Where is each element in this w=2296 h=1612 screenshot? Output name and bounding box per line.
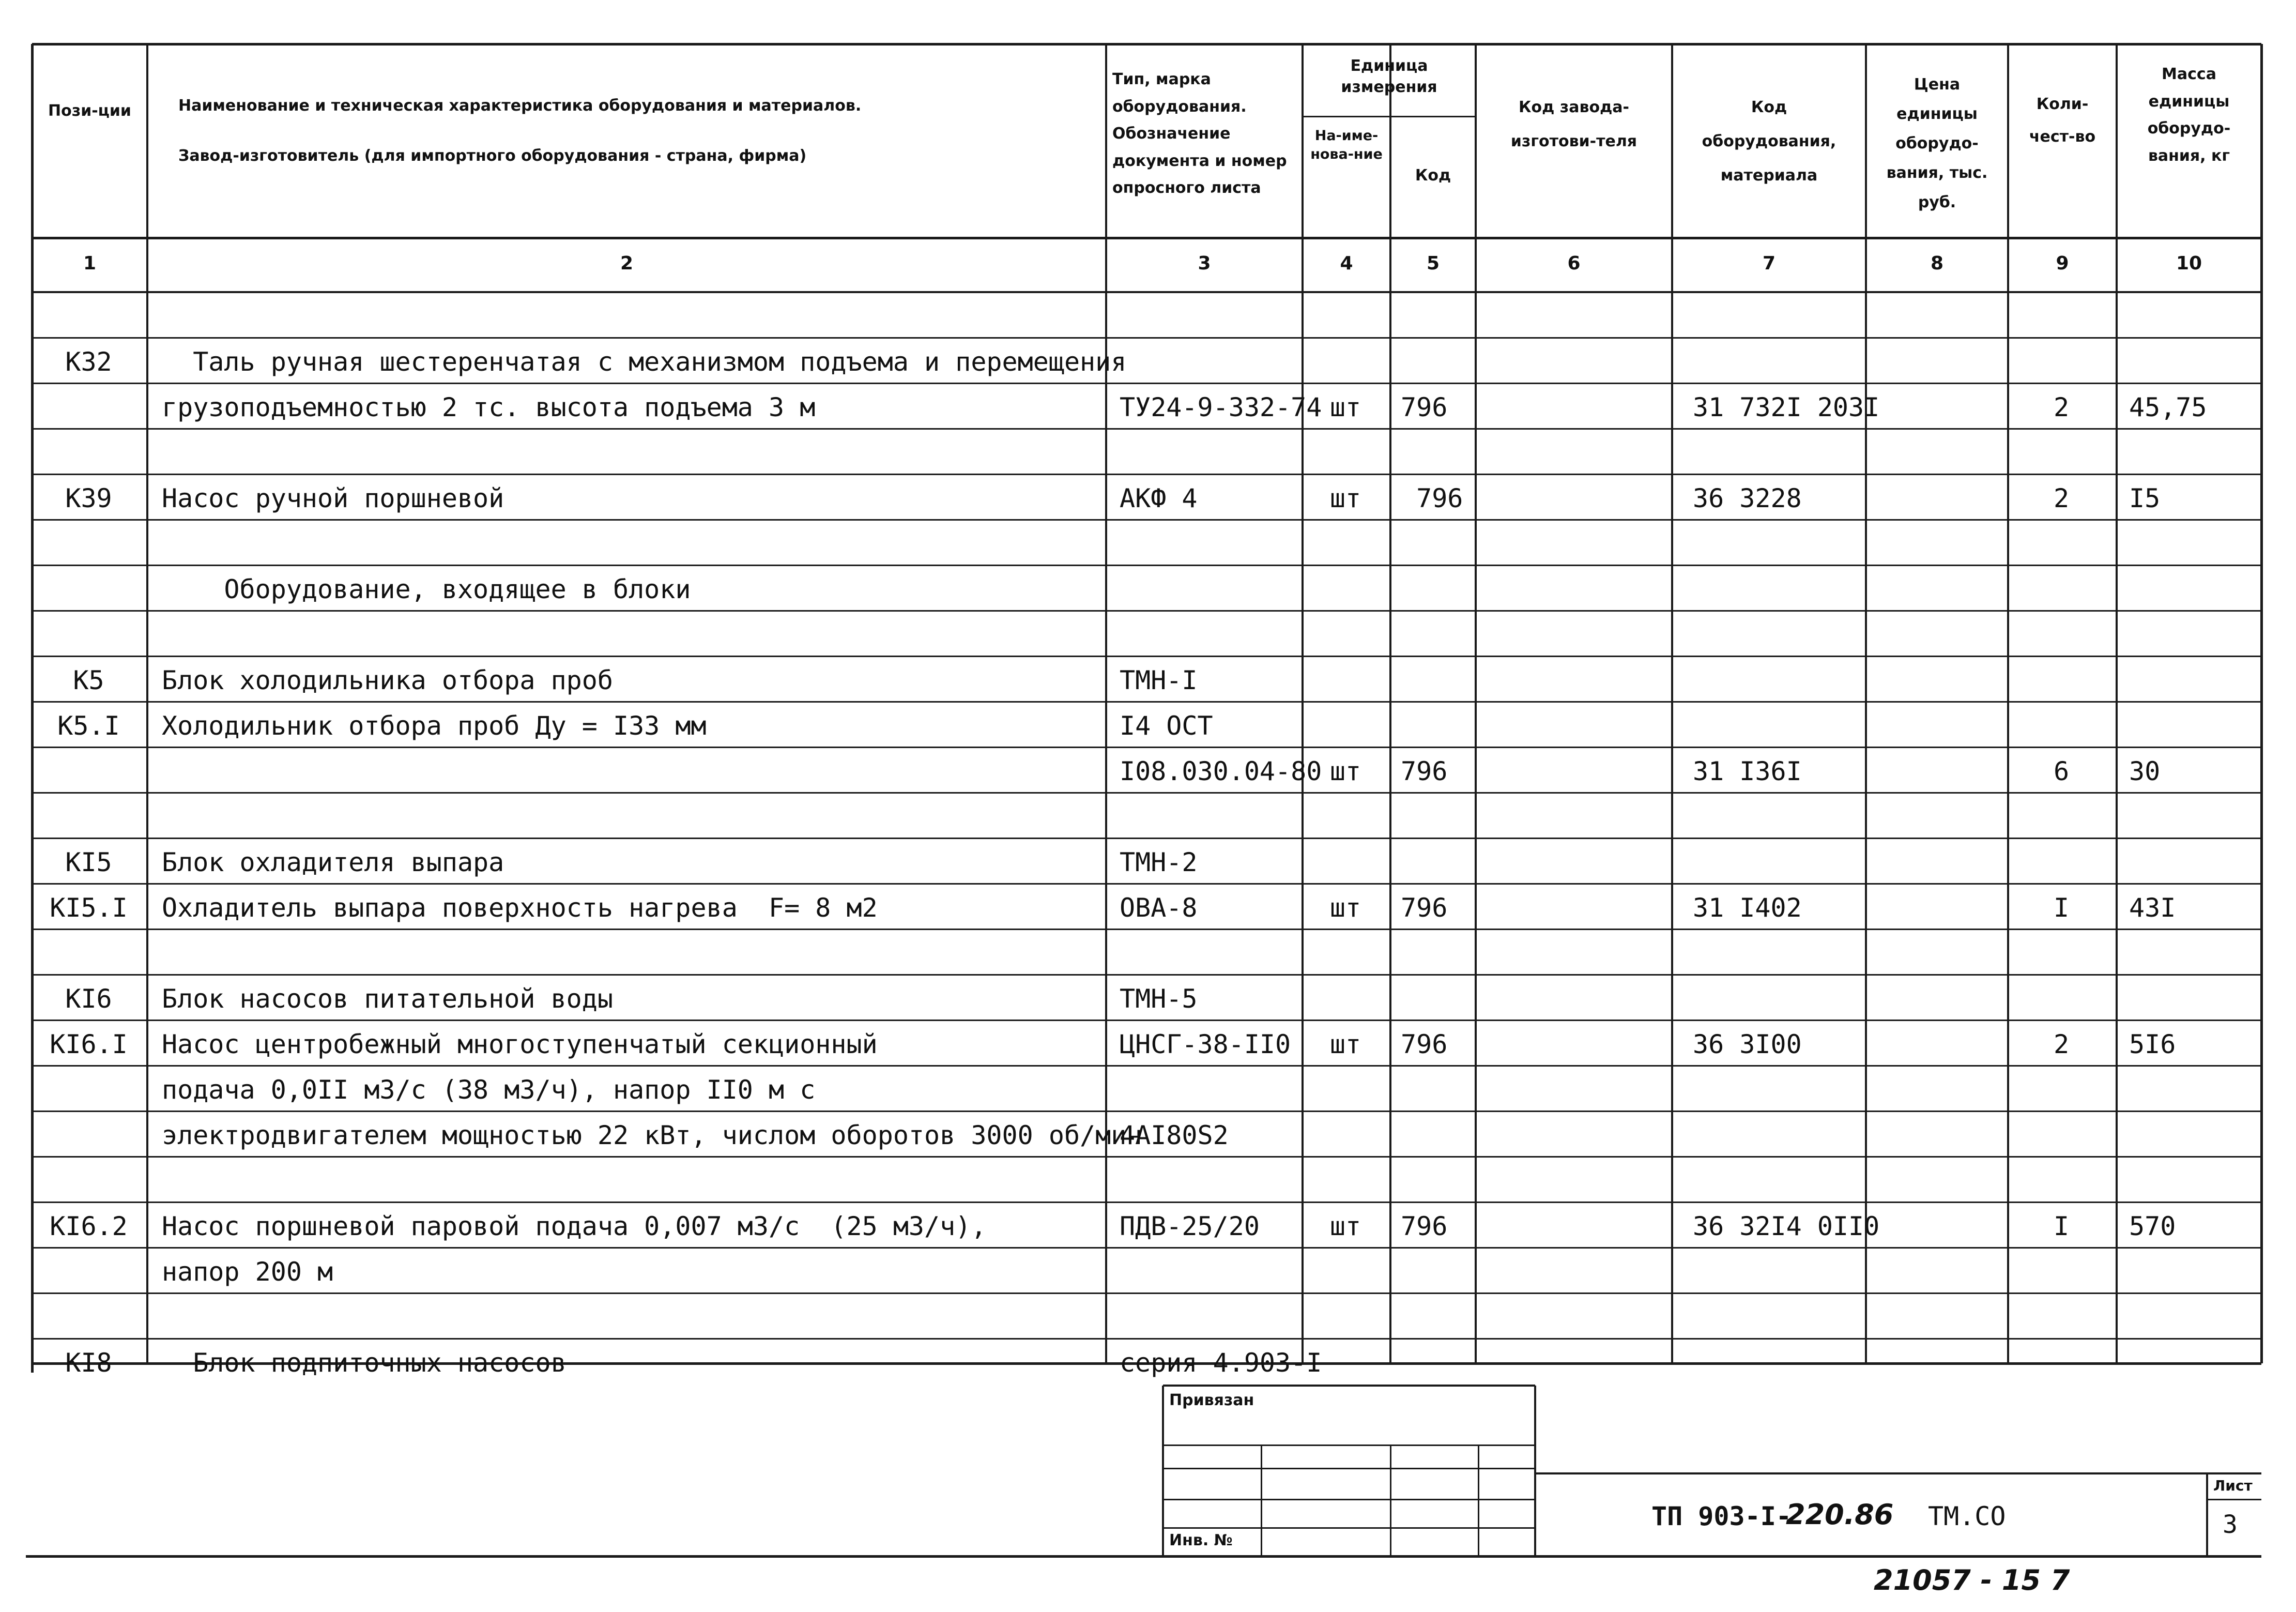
cell-unit: шт bbox=[1329, 483, 1361, 513]
table-row bbox=[0, 1202, 2296, 1248]
cell-code: 796 bbox=[1401, 392, 1448, 422]
cell-type: ТУ24-9-332-74 bbox=[1120, 392, 1322, 422]
header-position: Пози-ции bbox=[48, 102, 131, 120]
cell-pos: КI5.I bbox=[50, 893, 128, 923]
cell-type: I4 ОСТ bbox=[1120, 711, 1213, 741]
cell-qty: 2 bbox=[2053, 483, 2070, 513]
header-unit-name: На-име-нова-ние bbox=[1310, 128, 1383, 163]
cell-name: подача 0,0II м3/с (38 м3/ч), напор II0 м с bbox=[162, 1075, 816, 1105]
cell-pos: К39 bbox=[65, 483, 112, 513]
cell-qty: 2 bbox=[2053, 392, 2070, 422]
table-row bbox=[0, 474, 2296, 520]
column-number: 1 bbox=[83, 253, 97, 274]
stamp-left bbox=[1162, 1386, 1164, 1556]
cell-type: ТМН-5 bbox=[1120, 984, 1198, 1014]
stamp-divider bbox=[1261, 1445, 1262, 1556]
table-row bbox=[0, 565, 2296, 611]
cell-code: 796 bbox=[1401, 1029, 1448, 1059]
cell-unit: шт bbox=[1329, 1211, 1361, 1241]
column-number: 10 bbox=[2176, 253, 2202, 274]
header-unit: Единица измерения bbox=[1341, 57, 1437, 96]
header-mass: Масса единицы оборудо-вания, кг bbox=[2147, 65, 2231, 165]
cell-eq: 31 I36I bbox=[1693, 756, 1802, 786]
header-type: Тип, марка оборудования. Обозначение документа и номер опросного листа bbox=[1112, 70, 1287, 197]
doc-prefix: ТП 903-I- bbox=[1651, 1501, 1792, 1531]
cell-type: серия 4.903-I bbox=[1120, 1348, 1322, 1378]
doc-suffix: ТМ.СО bbox=[1928, 1501, 2006, 1531]
cell-code: 796 bbox=[1401, 1211, 1448, 1241]
table-row bbox=[0, 929, 2296, 975]
cell-name: Блок охладителя выпара bbox=[162, 847, 504, 877]
column-number: 6 bbox=[1567, 253, 1581, 274]
sheet-box-rule bbox=[2207, 1499, 2261, 1500]
table-row bbox=[0, 838, 2296, 884]
cell-mass: 30 bbox=[2129, 756, 2161, 786]
cell-type: 4АI80S2 bbox=[1120, 1120, 1229, 1150]
cell-type: ПДВ-25/20 bbox=[1120, 1211, 1260, 1241]
cell-qty: 2 bbox=[2053, 1029, 2070, 1059]
column-number: 4 bbox=[1340, 253, 1353, 274]
cell-eq: 31 732I 203I bbox=[1693, 392, 1880, 422]
column-number: 9 bbox=[2056, 253, 2069, 274]
doc-number: 220.86 bbox=[1786, 1498, 1894, 1531]
column-number: 8 bbox=[1930, 253, 1944, 274]
table-row bbox=[0, 520, 2296, 565]
header-name-line2: Завод-изготовитель (для импортного оборудования - страна, фирма) bbox=[178, 147, 807, 165]
column-number: 5 bbox=[1426, 253, 1440, 274]
table-row bbox=[0, 884, 2296, 929]
cell-mass: I5 bbox=[2129, 483, 2161, 513]
cell-type: I08.030.04-80 bbox=[1120, 756, 1322, 786]
cell-name: Оборудование, входящее в блоки bbox=[162, 574, 691, 604]
column-number: 7 bbox=[1762, 253, 1776, 274]
cell-pos: К5.I bbox=[57, 711, 120, 741]
cell-pos: КI6.I bbox=[50, 1029, 128, 1059]
cell-code: 796 bbox=[1401, 756, 1448, 786]
frame-bottom bbox=[26, 1555, 2261, 1558]
cell-name: Блок холодильника отбора проб bbox=[162, 665, 613, 695]
table-row bbox=[0, 611, 2296, 656]
stamp-divider bbox=[1478, 1445, 1479, 1556]
cell-unit: шт bbox=[1329, 1029, 1361, 1059]
cell-code: 796 bbox=[1401, 483, 1463, 513]
cell-pos: К32 bbox=[65, 347, 112, 377]
header-bottom-rule bbox=[32, 237, 2261, 239]
cell-mass: 43I bbox=[2129, 893, 2176, 923]
cell-name: грузоподъемностью 2 тс. высота подъема 3 м bbox=[162, 392, 816, 422]
cell-name: Холодильник отбора проб Ду = I33 мм bbox=[162, 711, 707, 741]
cell-name: Таль ручная шестеренчатая с механизмом подъема и перемещения bbox=[162, 347, 1127, 377]
header-manufacturer-code: Код завода-изготови-теля bbox=[1510, 98, 1637, 150]
cell-eq: 36 32I4 0II0 bbox=[1693, 1211, 1880, 1241]
header-equipment-code: Код оборудования, материала bbox=[1702, 98, 1836, 185]
cell-type: ЦНСГ-38-II0 bbox=[1120, 1029, 1291, 1059]
table-row bbox=[0, 656, 2296, 702]
header-unit-code: Код bbox=[1415, 166, 1451, 185]
cell-name: Насос поршневой паровой подача 0,007 м3/с (25 м3/ч), bbox=[162, 1211, 987, 1241]
table-row bbox=[0, 1111, 2296, 1157]
stamp-right bbox=[1534, 1386, 1536, 1556]
header-quantity: Коли-чест-во bbox=[2029, 95, 2096, 146]
cell-type: АКФ 4 bbox=[1120, 483, 1198, 513]
cell-unit: шт bbox=[1329, 392, 1361, 422]
cell-name: Блок насосов питательной воды bbox=[162, 984, 613, 1014]
cell-pos: КI6.2 bbox=[50, 1211, 128, 1241]
sheet-box-left bbox=[2206, 1473, 2208, 1556]
cell-eq: 36 3I00 bbox=[1693, 1029, 1802, 1059]
cell-type: ТМН-2 bbox=[1120, 847, 1198, 877]
stamp-top bbox=[1163, 1385, 1535, 1387]
column-number: 2 bbox=[620, 253, 634, 274]
cell-qty: 6 bbox=[2053, 756, 2070, 786]
cell-mass: 5I6 bbox=[2129, 1029, 2176, 1059]
archive-number: 21057 - 15 7 bbox=[1874, 1564, 2070, 1596]
table-row bbox=[0, 975, 2296, 1020]
stamp-rule bbox=[1163, 1444, 1535, 1446]
table-row bbox=[0, 1066, 2296, 1111]
table-row bbox=[0, 1020, 2296, 1066]
table-row bbox=[0, 702, 2296, 747]
stamp-linked-label: Привязан bbox=[1169, 1391, 1254, 1409]
table-row bbox=[0, 747, 2296, 793]
cell-type: ТМН-I bbox=[1120, 665, 1198, 695]
cell-qty: I bbox=[2053, 893, 2070, 923]
table-row bbox=[0, 1157, 2296, 1202]
table-row bbox=[0, 793, 2296, 838]
cell-name: Охладитель выпара поверхность нагрева F= 8 м2 bbox=[162, 893, 878, 923]
cell-unit: шт bbox=[1329, 756, 1361, 786]
cell-pos: КI5 bbox=[65, 847, 112, 877]
cell-code: 796 bbox=[1401, 893, 1448, 923]
table-row bbox=[0, 1339, 2296, 1384]
stamp-divider bbox=[1390, 1445, 1391, 1556]
table-top-border bbox=[32, 43, 2261, 45]
cell-eq: 31 I402 bbox=[1693, 893, 1802, 923]
table-row bbox=[0, 338, 2296, 383]
cell-name: Насос центробежный многоступенчатый секционный bbox=[162, 1029, 878, 1059]
unit-header-rule bbox=[1303, 116, 1476, 117]
table-row bbox=[0, 429, 2296, 474]
table-row bbox=[0, 1293, 2296, 1339]
table-row bbox=[0, 292, 2296, 338]
cell-unit: шт bbox=[1329, 893, 1361, 923]
cell-qty: I bbox=[2053, 1211, 2070, 1241]
header-name-line1: Наименование и техническая характеристика оборудования и материалов. bbox=[178, 97, 862, 115]
table-row bbox=[0, 383, 2296, 429]
stamp-inv-label: Инв. № bbox=[1169, 1531, 1233, 1549]
title-block-top bbox=[1535, 1472, 2261, 1474]
stamp-rule bbox=[1163, 1468, 1535, 1469]
cell-name: Блок подпиточных насосов bbox=[162, 1348, 567, 1378]
cell-pos: К5 bbox=[73, 665, 104, 695]
cell-mass: 570 bbox=[2129, 1211, 2176, 1241]
stamp-rule bbox=[1163, 1499, 1535, 1500]
cell-type: ОВА-8 bbox=[1120, 893, 1198, 923]
cell-eq: 36 3228 bbox=[1693, 483, 1802, 513]
header-price: Цена единицы оборудо-вания, тыс. руб. bbox=[1886, 75, 1988, 211]
cell-pos: КI8 bbox=[65, 1348, 112, 1378]
sheet-number: 3 bbox=[2223, 1510, 2238, 1539]
cell-name: Насос ручной поршневой bbox=[162, 483, 504, 513]
cell-pos: КI6 bbox=[65, 984, 112, 1014]
stamp-rule bbox=[1163, 1527, 1535, 1529]
sheet-label: Лист bbox=[2213, 1477, 2253, 1494]
cell-mass: 45,75 bbox=[2129, 392, 2207, 422]
cell-name: напор 200 м bbox=[162, 1257, 333, 1287]
table-row bbox=[0, 1248, 2296, 1293]
column-number: 3 bbox=[1198, 253, 1211, 274]
cell-name: электродвигателем мощностью 22 кВт, числом оборотов 3000 об/мин bbox=[162, 1120, 1142, 1150]
